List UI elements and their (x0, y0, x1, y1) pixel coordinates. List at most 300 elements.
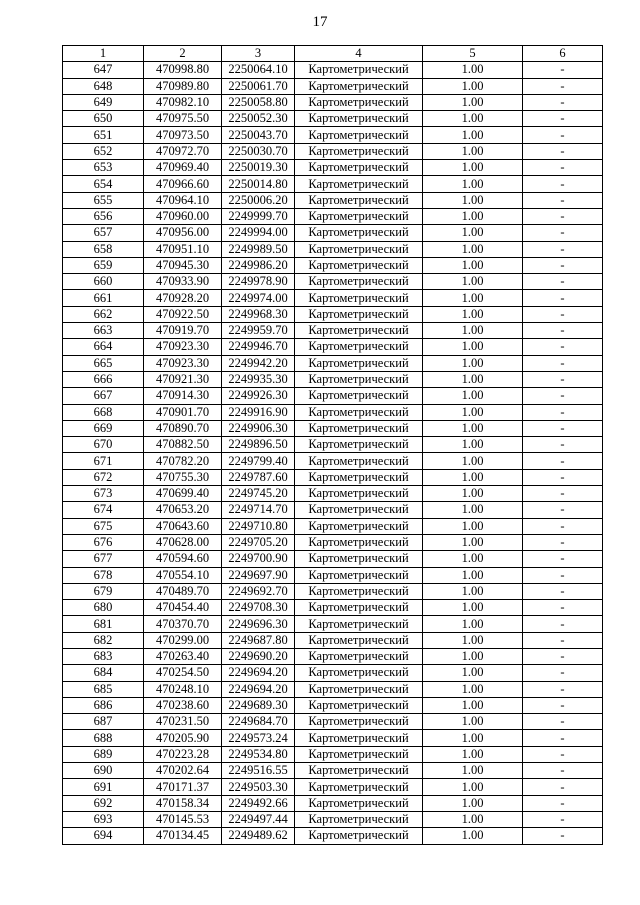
table-cell: - (523, 339, 603, 355)
table-row (63, 697, 603, 713)
table-cell: Картометрический (295, 111, 423, 127)
table-cell: - (523, 681, 603, 697)
table-row (63, 714, 603, 730)
table-cell: 1.00 (423, 795, 523, 811)
table-cell: 2249694.20 (222, 665, 295, 681)
table-cell: 1.00 (423, 290, 523, 306)
table-cell: 684 (63, 665, 144, 681)
table-cell: 1.00 (423, 828, 523, 844)
table-cell: Картометрический (295, 697, 423, 713)
table-cell: 470299.00 (144, 632, 222, 648)
table-cell: 470370.70 (144, 616, 222, 632)
table-row (63, 355, 603, 371)
table-cell: 470960.00 (144, 208, 222, 224)
table-cell: Картометрический (295, 420, 423, 436)
table-cell: - (523, 583, 603, 599)
table-row (63, 94, 603, 110)
table-row (63, 241, 603, 257)
table-cell: - (523, 779, 603, 795)
table-cell: 1.00 (423, 469, 523, 485)
table-cell: 663 (63, 323, 144, 339)
table-cell: 674 (63, 502, 144, 518)
table-cell: 2249799.40 (222, 453, 295, 469)
table-cell: 688 (63, 730, 144, 746)
table-cell: 1.00 (423, 94, 523, 110)
table-cell: 679 (63, 583, 144, 599)
table-cell: 1.00 (423, 600, 523, 616)
table-cell: 2249516.55 (222, 763, 295, 779)
table-cell: Картометрический (295, 404, 423, 420)
table-row (63, 828, 603, 844)
table-cell: 470901.70 (144, 404, 222, 420)
table-cell: 650 (63, 111, 144, 127)
table-cell: Картометрический (295, 160, 423, 176)
table-cell: Картометрический (295, 339, 423, 355)
table-cell: 2249896.50 (222, 437, 295, 453)
table-cell: 470594.60 (144, 551, 222, 567)
table-cell: 1.00 (423, 257, 523, 273)
table-cell: 677 (63, 551, 144, 567)
table-cell: 676 (63, 534, 144, 550)
table-cell: - (523, 143, 603, 159)
table-cell: Картометрический (295, 632, 423, 648)
table-cell: 2249708.30 (222, 600, 295, 616)
table-cell: 2249968.30 (222, 306, 295, 322)
table-cell: 470998.80 (144, 62, 222, 78)
table-cell: 1.00 (423, 811, 523, 827)
table-cell: 1.00 (423, 404, 523, 420)
table-cell: 470882.50 (144, 437, 222, 453)
table-cell: 1.00 (423, 127, 523, 143)
table-cell: 470890.70 (144, 420, 222, 436)
table-cell: 683 (63, 648, 144, 664)
table-cell: - (523, 94, 603, 110)
table-cell: Картометрический (295, 290, 423, 306)
table-cell: 2249697.90 (222, 567, 295, 583)
table-cell: - (523, 502, 603, 518)
table-row (63, 534, 603, 550)
table-cell: 2250006.20 (222, 192, 295, 208)
table-cell: 647 (63, 62, 144, 78)
table-cell: 1.00 (423, 502, 523, 518)
table-cell: 1.00 (423, 62, 523, 78)
table-row (63, 665, 603, 681)
column-header: 4 (295, 46, 423, 62)
table-cell: 2249690.20 (222, 648, 295, 664)
table-cell: 680 (63, 600, 144, 616)
table-cell: 1.00 (423, 665, 523, 681)
table-row (63, 420, 603, 436)
table-cell: 1.00 (423, 616, 523, 632)
table-cell: Картометрический (295, 469, 423, 485)
table-cell: Картометрический (295, 306, 423, 322)
table-cell: 689 (63, 746, 144, 762)
table-cell: 470628.00 (144, 534, 222, 550)
table-cell: 669 (63, 420, 144, 436)
table-row (63, 681, 603, 697)
table-cell: - (523, 371, 603, 387)
table-row (63, 600, 603, 616)
table-cell: 2249489.62 (222, 828, 295, 844)
table-cell: - (523, 176, 603, 192)
page-number: 17 (312, 14, 328, 30)
table-cell: 686 (63, 697, 144, 713)
table-cell: 665 (63, 355, 144, 371)
table-cell: 470145.53 (144, 811, 222, 827)
table-cell: 667 (63, 388, 144, 404)
table-cell: Картометрический (295, 583, 423, 599)
table-cell: 2249684.70 (222, 714, 295, 730)
table-cell: 666 (63, 371, 144, 387)
table-cell: 470755.30 (144, 469, 222, 485)
table-cell: 1.00 (423, 274, 523, 290)
table-cell: - (523, 567, 603, 583)
table-row (63, 404, 603, 420)
table-cell: - (523, 486, 603, 502)
table-cell: 1.00 (423, 681, 523, 697)
table-cell: 678 (63, 567, 144, 583)
table-cell: Картометрический (295, 241, 423, 257)
table-row (63, 437, 603, 453)
table-cell: - (523, 518, 603, 534)
table-cell: 2250043.70 (222, 127, 295, 143)
table-row (63, 274, 603, 290)
table-cell: 470782.20 (144, 453, 222, 469)
table-row (63, 62, 603, 78)
table-row (63, 306, 603, 322)
table-cell: Картометрический (295, 62, 423, 78)
table-cell: 649 (63, 94, 144, 110)
column-header: 5 (423, 46, 523, 62)
table-cell: 470171.37 (144, 779, 222, 795)
table-cell: 1.00 (423, 453, 523, 469)
table-cell: Картометрический (295, 551, 423, 567)
table-cell: 2249916.90 (222, 404, 295, 420)
table-cell: 470923.30 (144, 339, 222, 355)
table-cell: 470489.70 (144, 583, 222, 599)
table-cell: 2249787.60 (222, 469, 295, 485)
table-cell: - (523, 323, 603, 339)
table-cell: Картометрический (295, 127, 423, 143)
table-cell: - (523, 62, 603, 78)
table-cell: 470972.70 (144, 143, 222, 159)
table-cell: 470699.40 (144, 486, 222, 502)
table-cell: 2250030.70 (222, 143, 295, 159)
table-cell: 658 (63, 241, 144, 257)
table-cell: Картометрический (295, 176, 423, 192)
table-cell: 1.00 (423, 355, 523, 371)
table-cell: 2249503.30 (222, 779, 295, 795)
table-row (63, 78, 603, 94)
table-cell: - (523, 616, 603, 632)
table-cell: 2249978.90 (222, 274, 295, 290)
table-cell: 1.00 (423, 225, 523, 241)
table-cell: 653 (63, 160, 144, 176)
table-cell: 675 (63, 518, 144, 534)
table-cell: - (523, 551, 603, 567)
table-cell: Картометрический (295, 225, 423, 241)
table-cell: 1.00 (423, 306, 523, 322)
table-row (63, 453, 603, 469)
table-cell: - (523, 241, 603, 257)
table-cell: 1.00 (423, 714, 523, 730)
table-cell: 470989.80 (144, 78, 222, 94)
table-cell: 682 (63, 632, 144, 648)
table-cell: 659 (63, 257, 144, 273)
table-cell: - (523, 600, 603, 616)
table-cell: - (523, 665, 603, 681)
table-cell: Картометрический (295, 665, 423, 681)
table-cell: - (523, 192, 603, 208)
table-row (63, 567, 603, 583)
table-cell: 2249935.30 (222, 371, 295, 387)
table-cell: Картометрический (295, 828, 423, 844)
table-cell: Картометрический (295, 811, 423, 827)
table-cell: Картометрический (295, 257, 423, 273)
table-cell: 668 (63, 404, 144, 420)
table-cell: Картометрический (295, 730, 423, 746)
table-cell: 2249745.20 (222, 486, 295, 502)
table-cell: - (523, 746, 603, 762)
table-cell: 470969.40 (144, 160, 222, 176)
table-row (63, 323, 603, 339)
table-row (63, 160, 603, 176)
table-row (63, 763, 603, 779)
table-cell: 1.00 (423, 583, 523, 599)
table-cell: 2249946.70 (222, 339, 295, 355)
table-cell: Картометрический (295, 388, 423, 404)
table-cell: Картометрический (295, 208, 423, 224)
table-cell: 470975.50 (144, 111, 222, 127)
column-header: 3 (222, 46, 295, 62)
table-cell: 2249492.66 (222, 795, 295, 811)
table-cell: 2250014.80 (222, 176, 295, 192)
table-cell: 694 (63, 828, 144, 844)
table-cell: 470653.20 (144, 502, 222, 518)
table-cell: - (523, 697, 603, 713)
table-cell: - (523, 404, 603, 420)
table-cell: - (523, 111, 603, 127)
table-cell: - (523, 795, 603, 811)
table-cell: 670 (63, 437, 144, 453)
table-cell: - (523, 763, 603, 779)
coordinates-table (62, 45, 603, 845)
table-row (63, 616, 603, 632)
table-cell: 1.00 (423, 143, 523, 159)
table-cell: 1.00 (423, 388, 523, 404)
table-row (63, 143, 603, 159)
table-row (63, 583, 603, 599)
table-row (63, 779, 603, 795)
table-cell: 470643.60 (144, 518, 222, 534)
table-cell: 673 (63, 486, 144, 502)
table-cell: 660 (63, 274, 144, 290)
table-cell: Картометрический (295, 600, 423, 616)
table-cell: 2249497.44 (222, 811, 295, 827)
table-cell: - (523, 257, 603, 273)
table-cell: 470205.90 (144, 730, 222, 746)
table-cell: 2249986.20 (222, 257, 295, 273)
table-cell: 1.00 (423, 192, 523, 208)
table-cell: 651 (63, 127, 144, 143)
table-cell: 470982.10 (144, 94, 222, 110)
table-cell: - (523, 453, 603, 469)
table-cell: 1.00 (423, 176, 523, 192)
table-row (63, 111, 603, 127)
table-body (63, 62, 603, 844)
table-cell: 2249926.30 (222, 388, 295, 404)
table-cell: Картометрический (295, 648, 423, 664)
table-row (63, 208, 603, 224)
table-cell: 2249942.20 (222, 355, 295, 371)
table-row (63, 632, 603, 648)
table-cell: - (523, 714, 603, 730)
table-cell: 2249687.80 (222, 632, 295, 648)
table-cell: - (523, 420, 603, 436)
table-cell: Картометрический (295, 518, 423, 534)
table-row (63, 502, 603, 518)
table-cell: 655 (63, 192, 144, 208)
table-cell: Картометрический (295, 94, 423, 110)
table-cell: 2249994.00 (222, 225, 295, 241)
table-cell: 470454.40 (144, 600, 222, 616)
table-row (63, 551, 603, 567)
table-cell: 1.00 (423, 746, 523, 762)
table-cell: 2249534.80 (222, 746, 295, 762)
table-cell: Картометрический (295, 502, 423, 518)
table-cell: 1.00 (423, 420, 523, 436)
table-cell: - (523, 274, 603, 290)
table-cell: Картометрический (295, 795, 423, 811)
table-cell: 2250061.70 (222, 78, 295, 94)
table-cell: - (523, 355, 603, 371)
table-row (63, 290, 603, 306)
table-cell: 1.00 (423, 339, 523, 355)
table-cell: Картометрический (295, 714, 423, 730)
table-cell: 2249700.90 (222, 551, 295, 567)
table-cell: 1.00 (423, 78, 523, 94)
column-header: 2 (144, 46, 222, 62)
table-cell: Картометрический (295, 681, 423, 697)
table-cell: 1.00 (423, 697, 523, 713)
table-cell: 681 (63, 616, 144, 632)
table-cell: 2249999.70 (222, 208, 295, 224)
table-cell: 470158.34 (144, 795, 222, 811)
table-cell: - (523, 78, 603, 94)
table-cell: 2250052.30 (222, 111, 295, 127)
table-cell: Картометрический (295, 192, 423, 208)
table-cell: 470928.20 (144, 290, 222, 306)
table-cell: 470945.30 (144, 257, 222, 273)
table-row (63, 811, 603, 827)
table-cell: Картометрический (295, 567, 423, 583)
table-cell: - (523, 534, 603, 550)
table-cell: 687 (63, 714, 144, 730)
table-cell: 470554.10 (144, 567, 222, 583)
table-cell: 470933.90 (144, 274, 222, 290)
table-cell: - (523, 225, 603, 241)
table-cell: 470921.30 (144, 371, 222, 387)
table-cell: Картометрический (295, 323, 423, 339)
table-cell: 1.00 (423, 323, 523, 339)
table-row (63, 746, 603, 762)
table-cell: 652 (63, 143, 144, 159)
table-cell: 1.00 (423, 111, 523, 127)
table-cell: 1.00 (423, 551, 523, 567)
table-cell: - (523, 730, 603, 746)
table-row (63, 339, 603, 355)
table-cell: 470914.30 (144, 388, 222, 404)
table-cell: Картометрический (295, 616, 423, 632)
table-cell: - (523, 208, 603, 224)
table-cell: Картометрический (295, 486, 423, 502)
table-cell: 2249694.20 (222, 681, 295, 697)
table-cell: 2249989.50 (222, 241, 295, 257)
table-cell: 672 (63, 469, 144, 485)
table-cell: - (523, 437, 603, 453)
table-cell: 2249959.70 (222, 323, 295, 339)
table-cell: Картометрический (295, 371, 423, 387)
table-cell: 1.00 (423, 486, 523, 502)
table-cell: 470923.30 (144, 355, 222, 371)
table-cell: 2249710.80 (222, 518, 295, 534)
table-cell: 1.00 (423, 730, 523, 746)
table-cell: - (523, 160, 603, 176)
table-cell: - (523, 632, 603, 648)
table-cell: 664 (63, 339, 144, 355)
table-row (63, 371, 603, 387)
table-cell: Картометрический (295, 78, 423, 94)
table-cell: Картометрический (295, 534, 423, 550)
table-cell: - (523, 388, 603, 404)
table-row (63, 469, 603, 485)
table-cell: 2250019.30 (222, 160, 295, 176)
table-row (63, 730, 603, 746)
table-cell: 1.00 (423, 160, 523, 176)
table-cell: 1.00 (423, 208, 523, 224)
table-cell: 662 (63, 306, 144, 322)
table-row (63, 176, 603, 192)
table-cell: 470956.00 (144, 225, 222, 241)
table-cell: 470263.40 (144, 648, 222, 664)
table-cell: Картометрический (295, 143, 423, 159)
table-cell: 656 (63, 208, 144, 224)
table-row (63, 257, 603, 273)
table-row (63, 518, 603, 534)
table-cell: - (523, 811, 603, 827)
table-cell: - (523, 828, 603, 844)
table-cell: 1.00 (423, 518, 523, 534)
table-cell: Картометрический (295, 746, 423, 762)
table-row (63, 486, 603, 502)
table-cell: 2249705.20 (222, 534, 295, 550)
table-cell: - (523, 648, 603, 664)
table-cell: 1.00 (423, 437, 523, 453)
table-cell: 2250064.10 (222, 62, 295, 78)
table-cell: 2249689.30 (222, 697, 295, 713)
table-cell: 470951.10 (144, 241, 222, 257)
table-cell: 1.00 (423, 648, 523, 664)
table-cell: 692 (63, 795, 144, 811)
table-cell: 1.00 (423, 534, 523, 550)
table-cell: - (523, 290, 603, 306)
table-cell: Картометрический (295, 779, 423, 795)
table-cell: Картометрический (295, 453, 423, 469)
table-cell: 654 (63, 176, 144, 192)
table-cell: 2249974.00 (222, 290, 295, 306)
table-cell: 470922.50 (144, 306, 222, 322)
table-cell: 2249906.30 (222, 420, 295, 436)
